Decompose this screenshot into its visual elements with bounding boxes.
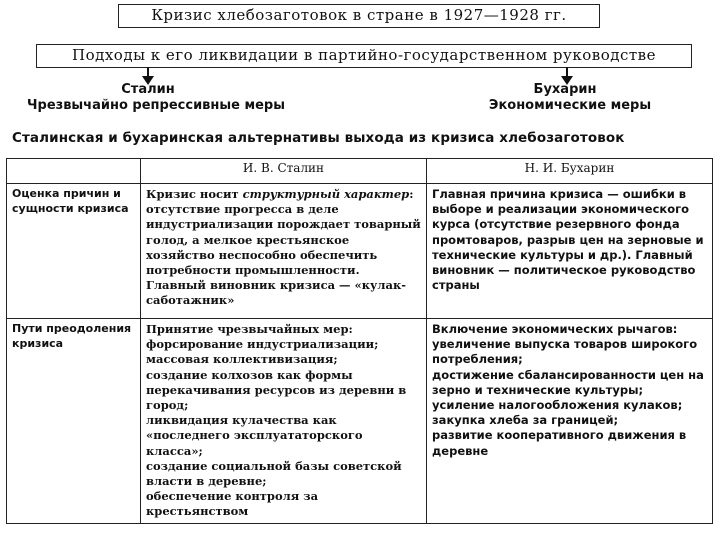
list-item: усиление налогообложения кулаков;: [432, 398, 683, 413]
down-arrow-icon: [566, 67, 568, 79]
list-item: массовая коллективизация;: [146, 352, 338, 367]
stalin-causes-pre: Кризис носит: [146, 187, 243, 201]
list-item: Включение экономических рычагов:: [432, 322, 678, 336]
column-header-stalin: И. В. Сталин: [141, 159, 427, 184]
stalin-name: Сталин: [121, 82, 175, 97]
down-arrow-icon: [147, 67, 149, 79]
list-item: ликвидация кулачества как «последнего эксплуататорского класса»;: [146, 413, 363, 458]
column-header-bukharin: Н. И. Бухарин: [427, 159, 713, 184]
approaches-box: [36, 44, 692, 68]
stalin-causes-cell: [141, 184, 427, 319]
row-label-solutions: Пути преодоления кризиса: [7, 319, 141, 524]
stalin-causes-emph: структурный характер: [242, 187, 410, 201]
list-item: обеспечение контроля за крестьянством: [146, 489, 319, 519]
stalin-solutions-cell: [141, 319, 427, 524]
table-row: [7, 319, 713, 524]
list-item: закупка хлеба за границей;: [432, 413, 619, 428]
bukharin-name: Бухарин: [533, 82, 597, 97]
bukharin-causes-cell: Главная причина кризиса — ошибки в выборе и реализации экономического курса (отсутствие резервного фонда промтоваров, разрыв цен на зерновые и технические культуры и др.). Главный виновник — политическое руководство страны: [427, 184, 713, 319]
list-item: достижение сбалансированности цен на зерно и технические культуры;: [432, 367, 704, 397]
list-item: Принятие чрезвычайных мер:: [146, 322, 353, 336]
table-row: [7, 184, 713, 319]
stalin-causes-post: : отсутствие прогресса в деле индустриализации порождает товарный голод, а мелкое крестьянское хозяйство неспособно обеспечить потребности промышленности. Главный виновник кризиса — «кулак-саботажник»: [146, 187, 421, 308]
crisis-title-box: [118, 4, 600, 28]
table-header-row: [7, 159, 713, 184]
list-item: форсирование индустриализации;: [146, 337, 379, 352]
table-title: Сталинская и бухаринская альтернативы выхода из кризиса хлебозаготовок: [12, 130, 625, 146]
list-item: увеличение выпуска товаров широкого потребления;: [432, 337, 698, 367]
crisis-title: Кризис хлебозаготовок в стране в 1927—1928 гг.: [151, 6, 567, 24]
list-item: создание социальной базы советской власти в деревне;: [146, 458, 402, 489]
column-header-empty: [7, 159, 141, 184]
bukharin-measures: Экономические меры: [488, 98, 652, 113]
list-item: развитие кооперативного движения в деревне: [432, 428, 687, 458]
comparison-table: [6, 158, 713, 524]
list-item: создание колхозов как формы перекачивания ресурсов из деревни в город;: [146, 367, 407, 413]
approaches-title: Подходы к его ликвидации в партийно-государственном руководстве: [72, 46, 656, 64]
row-label-causes: Оценка причин и сущности кризиса: [7, 184, 141, 319]
stalin-measures: Чрезвычайно репрессивные меры: [27, 98, 285, 113]
bukharin-solutions-cell: [427, 319, 713, 524]
